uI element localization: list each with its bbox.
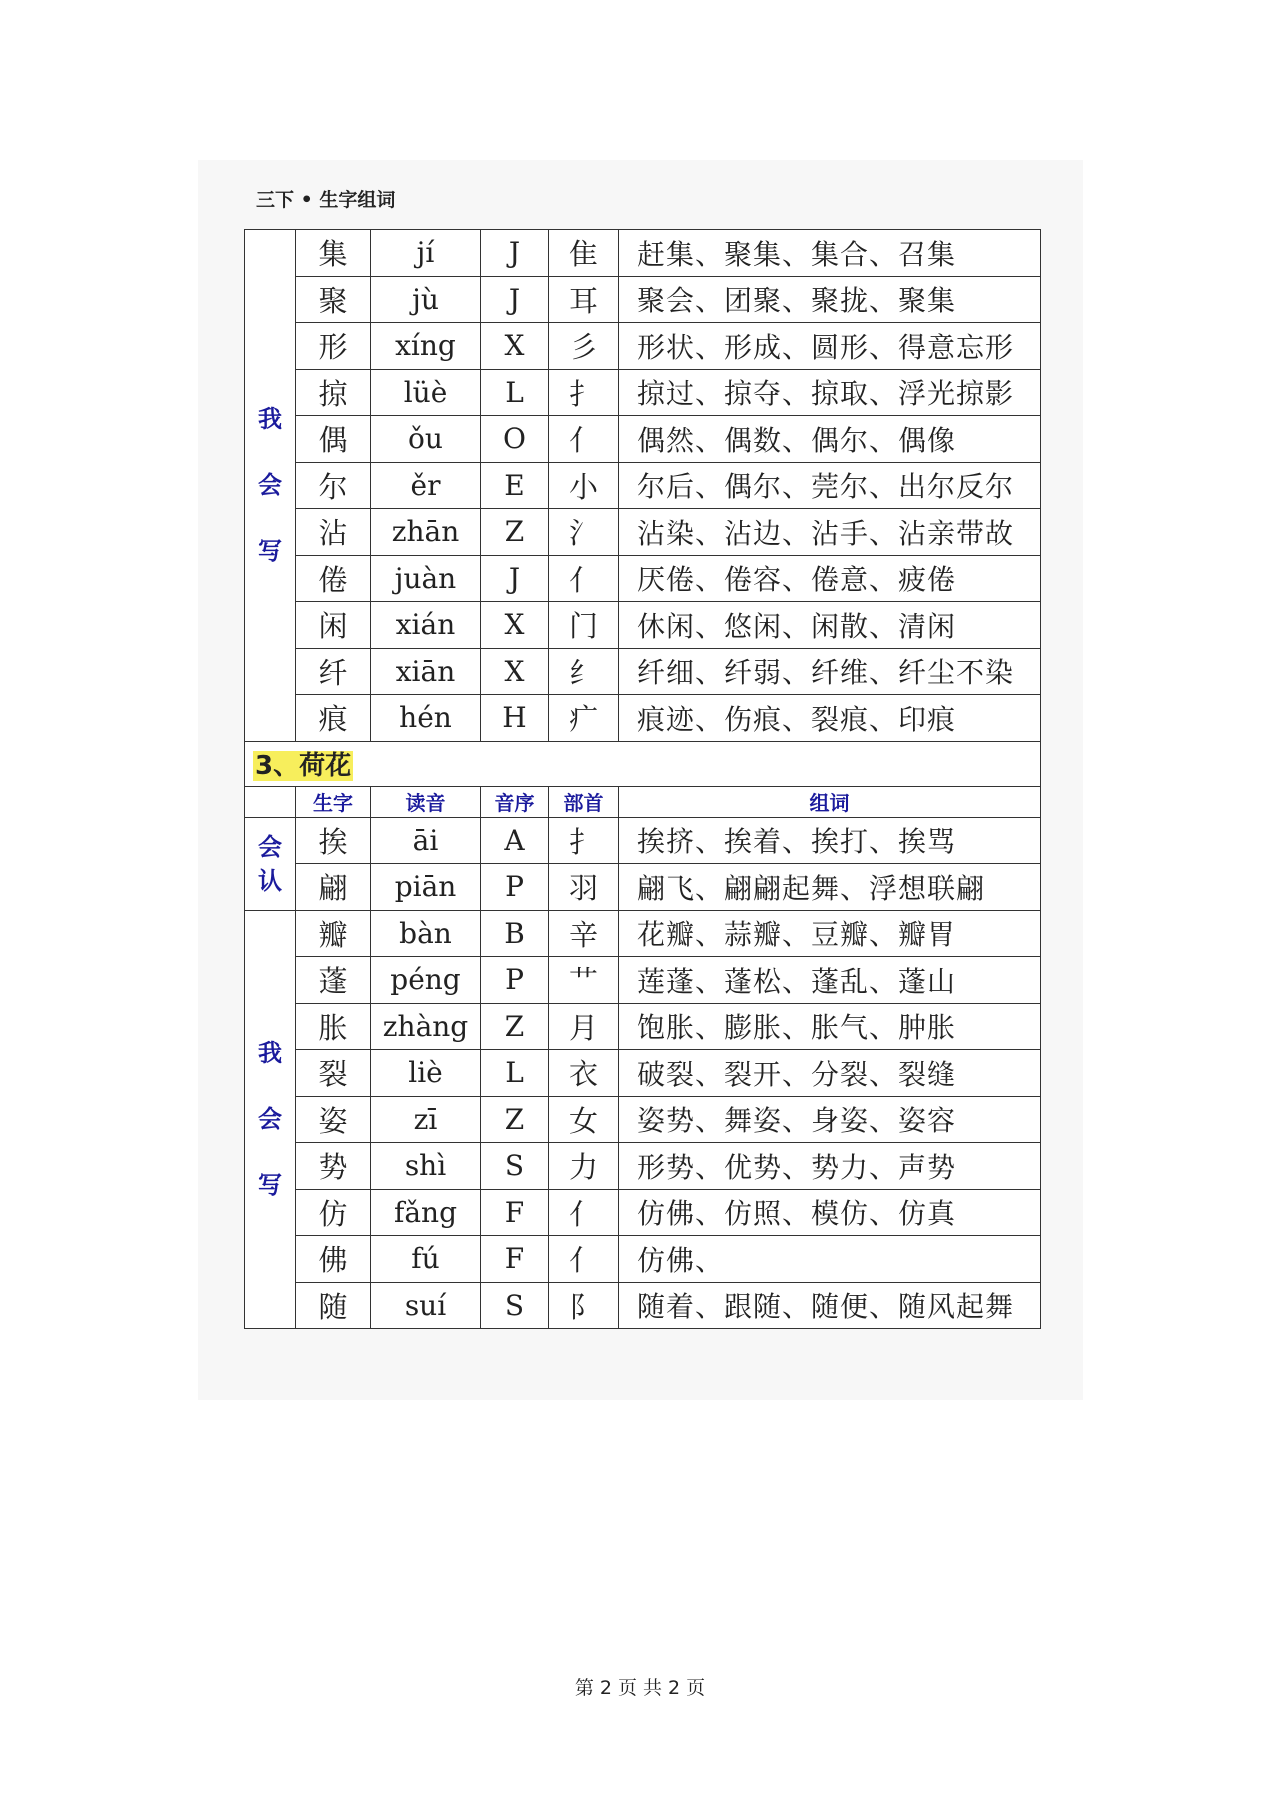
word-list-cell: 花瓣、蒜瓣、豆瓣、瓣胃: [619, 910, 1041, 957]
index-letter-cell: F: [481, 1189, 549, 1236]
radical-cell: 耳: [549, 276, 619, 323]
pinyin-cell: shì: [371, 1143, 481, 1190]
table-row: [245, 1050, 1041, 1097]
word-list-cell: 饱胀、膨胀、胀气、肿胀: [619, 1003, 1041, 1050]
table-row: [245, 602, 1041, 649]
word-list-cell: 痕迹、伤痕、裂痕、印痕: [619, 695, 1041, 742]
recognize-group-label: [245, 817, 296, 910]
pinyin-cell: āi: [371, 817, 481, 864]
radical-cell: 氵: [549, 509, 619, 556]
index-letter-cell: S: [481, 1282, 549, 1329]
word-list-cell: 形状、形成、圆形、得意忘形: [619, 323, 1041, 370]
radical-cell: 月: [549, 1003, 619, 1050]
radical-cell: 辛: [549, 910, 619, 957]
document-header: 三下 • 生字组词: [256, 189, 396, 211]
pinyin-cell: fú: [371, 1236, 481, 1283]
header-words: 组词: [619, 786, 1041, 817]
write-group-label: [245, 910, 296, 1329]
radical-cell: 纟: [549, 648, 619, 695]
table-row: [245, 817, 1041, 864]
write-group-label-char: 会: [258, 471, 282, 500]
pinyin-cell: ǒu: [371, 416, 481, 463]
character-cell: 偶: [296, 416, 371, 463]
index-letter-cell: J: [481, 276, 549, 323]
pinyin-cell: jù: [371, 276, 481, 323]
index-letter-cell: S: [481, 1143, 549, 1190]
radical-cell: 艹: [549, 957, 619, 1004]
index-letter-cell: J: [481, 230, 549, 277]
word-list-cell: 翩飞、翩翩起舞、浮想联翩: [619, 864, 1041, 911]
page-number: 第 2 页 共 2 页: [574, 1677, 706, 1699]
index-letter-cell: O: [481, 416, 549, 463]
lesson-title: 3、荷花: [255, 751, 352, 781]
table-row: [245, 957, 1041, 1004]
word-list-cell: 破裂、裂开、分裂、裂缝: [619, 1050, 1041, 1097]
character-cell: 裂: [296, 1050, 371, 1097]
pinyin-cell: péng: [371, 957, 481, 1004]
character-cell: 随: [296, 1282, 371, 1329]
table-row: [245, 230, 1041, 277]
header-index: 音序: [481, 786, 549, 817]
character-cell: 瓣: [296, 910, 371, 957]
radical-cell: 疒: [549, 695, 619, 742]
index-letter-cell: X: [481, 648, 549, 695]
index-letter-cell: B: [481, 910, 549, 957]
index-letter-cell: L: [481, 369, 549, 416]
pinyin-cell: piān: [371, 864, 481, 911]
character-cell: 闲: [296, 602, 371, 649]
pinyin-cell: lüè: [371, 369, 481, 416]
write-group-label-char: 我: [258, 405, 282, 434]
header-blank: [245, 786, 296, 817]
index-letter-cell: X: [481, 323, 549, 370]
index-letter-cell: F: [481, 1236, 549, 1283]
pinyin-cell: juàn: [371, 555, 481, 602]
radical-cell: 亻: [549, 416, 619, 463]
index-letter-cell: L: [481, 1050, 549, 1097]
index-letter-cell: P: [481, 864, 549, 911]
word-list-cell: 尔后、偶尔、莞尔、出尔反尔: [619, 462, 1041, 509]
table-row: [245, 323, 1041, 370]
table-row: [245, 864, 1041, 911]
word-list-cell: 挨挤、挨着、挨打、挨骂: [619, 817, 1041, 864]
index-letter-cell: Z: [481, 1096, 549, 1143]
word-list-cell: 掠过、掠夺、掠取、浮光掠影: [619, 369, 1041, 416]
recognize-group-label-char: 认: [258, 866, 282, 895]
write-group-label-char: 会: [258, 1105, 282, 1134]
character-cell: 沾: [296, 509, 371, 556]
word-list-cell: 偶然、偶数、偶尔、偶像: [619, 416, 1041, 463]
pinyin-cell: hén: [371, 695, 481, 742]
column-header-row: [245, 786, 1041, 817]
pinyin-cell: xíng: [371, 323, 481, 370]
table-row: [245, 648, 1041, 695]
radical-cell: 亻: [549, 1189, 619, 1236]
table-row: [245, 1189, 1041, 1236]
pinyin-cell: xián: [371, 602, 481, 649]
character-cell: 聚: [296, 276, 371, 323]
character-cell: 集: [296, 230, 371, 277]
vocabulary-table: [244, 229, 1041, 1329]
pinyin-cell: jí: [371, 230, 481, 277]
header-char: 生字: [296, 786, 371, 817]
word-list-cell: 赶集、聚集、集合、召集: [619, 230, 1041, 277]
word-list-cell: 仿佛、: [619, 1236, 1041, 1283]
character-cell: 姿: [296, 1096, 371, 1143]
index-letter-cell: J: [481, 555, 549, 602]
index-letter-cell: Z: [481, 1003, 549, 1050]
table-row: [245, 276, 1041, 323]
radical-cell: 门: [549, 602, 619, 649]
character-cell: 痕: [296, 695, 371, 742]
radical-cell: 扌: [549, 817, 619, 864]
character-cell: 挨: [296, 817, 371, 864]
table-row: [245, 910, 1041, 957]
word-list-cell: 沾染、沾边、沾手、沾亲带故: [619, 509, 1041, 556]
vocabulary-table-body: [245, 230, 1041, 1329]
recognize-group-label-char: 会: [258, 832, 282, 861]
write-group-label-char: 写: [258, 1171, 282, 1200]
pinyin-cell: ěr: [371, 462, 481, 509]
word-list-cell: 聚会、团聚、聚拢、聚集: [619, 276, 1041, 323]
radical-cell: 力: [549, 1143, 619, 1190]
word-list-cell: 休闲、悠闲、闲散、清闲: [619, 602, 1041, 649]
header-radical: 部首: [549, 786, 619, 817]
radical-cell: 隹: [549, 230, 619, 277]
table-row: [245, 1143, 1041, 1190]
write-group-label: [245, 230, 296, 742]
lesson-title-cell: [245, 741, 1041, 786]
pinyin-cell: bàn: [371, 910, 481, 957]
table-row: [245, 462, 1041, 509]
pinyin-cell: zī: [371, 1096, 481, 1143]
index-letter-cell: E: [481, 462, 549, 509]
table-row: [245, 509, 1041, 556]
lesson-title-row: [245, 741, 1041, 786]
table-row: [245, 1236, 1041, 1283]
pinyin-cell: fǎng: [371, 1189, 481, 1236]
radical-cell: 女: [549, 1096, 619, 1143]
table-row: [245, 416, 1041, 463]
table-row: [245, 1003, 1041, 1050]
character-cell: 纤: [296, 648, 371, 695]
radical-cell: 衣: [549, 1050, 619, 1097]
index-letter-cell: H: [481, 695, 549, 742]
character-cell: 翩: [296, 864, 371, 911]
table-row: [245, 369, 1041, 416]
pinyin-cell: xiān: [371, 648, 481, 695]
character-cell: 蓬: [296, 957, 371, 1004]
word-list-cell: 形势、优势、势力、声势: [619, 1143, 1041, 1190]
character-cell: 尔: [296, 462, 371, 509]
character-cell: 胀: [296, 1003, 371, 1050]
pinyin-cell: liè: [371, 1050, 481, 1097]
table-row: [245, 695, 1041, 742]
table-row: [245, 1282, 1041, 1329]
character-cell: 掠: [296, 369, 371, 416]
write-group-label-char: 我: [258, 1039, 282, 1068]
table-row: [245, 555, 1041, 602]
pinyin-cell: suí: [371, 1282, 481, 1329]
word-list-cell: 仿佛、仿照、模仿、仿真: [619, 1189, 1041, 1236]
pinyin-cell: zhàng: [371, 1003, 481, 1050]
character-cell: 仿: [296, 1189, 371, 1236]
word-list-cell: 厌倦、倦容、倦意、疲倦: [619, 555, 1041, 602]
table-row: [245, 1096, 1041, 1143]
word-list-cell: 纤细、纤弱、纤维、纤尘不染: [619, 648, 1041, 695]
radical-cell: 阝: [549, 1282, 619, 1329]
index-letter-cell: Z: [481, 509, 549, 556]
radical-cell: 亻: [549, 555, 619, 602]
word-list-cell: 莲蓬、蓬松、蓬乱、蓬山: [619, 957, 1041, 1004]
radical-cell: 羽: [549, 864, 619, 911]
write-group-label-char: 写: [258, 537, 282, 566]
index-letter-cell: A: [481, 817, 549, 864]
character-cell: 势: [296, 1143, 371, 1190]
header-pinyin: 读音: [371, 786, 481, 817]
character-cell: 倦: [296, 555, 371, 602]
pinyin-cell: zhān: [371, 509, 481, 556]
index-letter-cell: P: [481, 957, 549, 1004]
radical-cell: 亻: [549, 1236, 619, 1283]
radical-cell: 小: [549, 462, 619, 509]
word-list-cell: 姿势、舞姿、身姿、姿容: [619, 1096, 1041, 1143]
character-cell: 形: [296, 323, 371, 370]
radical-cell: 彡: [549, 323, 619, 370]
character-cell: 佛: [296, 1236, 371, 1283]
index-letter-cell: X: [481, 602, 549, 649]
word-list-cell: 随着、跟随、随便、随风起舞: [619, 1282, 1041, 1329]
radical-cell: 扌: [549, 369, 619, 416]
